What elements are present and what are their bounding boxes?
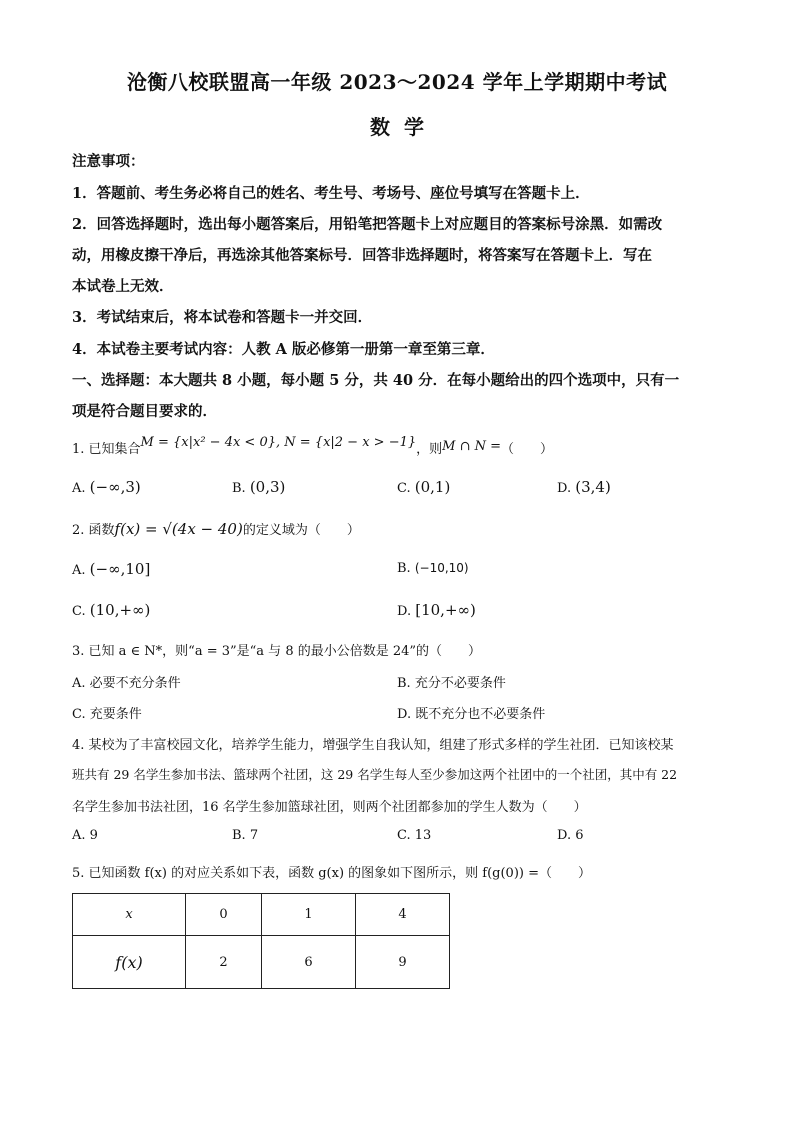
- question-5: 5. 已知函数 f(x) 的对应关系如下表，函数 g(x) 的图象如下图所示，则 f(g(0)) =（ ）: [72, 866, 591, 881]
- q2-option-c[interactable]: [72, 601, 150, 619]
- q1-sets: M = {x|x² − 4x < 0}, N = {x|2 − x > −1}: [140, 435, 417, 450]
- q1-option-a[interactable]: [72, 478, 141, 496]
- question-4-line: 4. 某校为了丰富校园文化，培养学生能力，增强学生自我认知，组建了形式多样的学生社团．已知该校某: [72, 738, 674, 753]
- option-value: (0,3): [249, 478, 286, 496]
- q2-option-d[interactable]: [397, 601, 476, 619]
- option-value: (10,+∞): [89, 601, 151, 619]
- q2-option-b[interactable]: [397, 561, 469, 576]
- table-row: [73, 894, 450, 936]
- q3-option-d[interactable]: D. 既不充分也不必要条件: [397, 707, 546, 722]
- note-line: 1．答题前、考生务必将自己的姓名、考生号、考场号、座位号填写在答题卡上．: [72, 185, 590, 202]
- q2-suffix: 的定义域为（ ）: [242, 523, 360, 538]
- option-value: (−∞,10]: [89, 560, 151, 578]
- q1-prefix: 1. 已知集合: [72, 442, 141, 457]
- option-letter: B.: [232, 481, 246, 496]
- table-cell: f(x): [73, 936, 186, 989]
- q3-option-c[interactable]: C. 充要条件: [72, 707, 142, 722]
- q4-option-b[interactable]: B. 7: [232, 828, 259, 843]
- question-2: [72, 519, 360, 538]
- q2-func: f(x) = √(4x − 40): [114, 520, 243, 538]
- q3-option-b[interactable]: B. 充分不必要条件: [397, 676, 506, 691]
- table-cell: 0: [186, 894, 262, 936]
- table-cell: x: [73, 894, 186, 936]
- option-letter: B.: [397, 561, 411, 576]
- option-value: (−10,10): [414, 561, 469, 575]
- q4-option-d[interactable]: D. 6: [557, 828, 584, 843]
- notes-heading: 注意事项：: [72, 153, 145, 170]
- q1-expr: M ∩ N =: [442, 439, 502, 454]
- function-table: [72, 893, 450, 989]
- option-letter: D.: [557, 481, 572, 496]
- q1-option-b[interactable]: [232, 478, 285, 496]
- q1-option-c[interactable]: [397, 478, 450, 496]
- table-cell: 2: [186, 936, 262, 989]
- q2-option-a[interactable]: [72, 560, 150, 578]
- option-value: [10,+∞): [415, 601, 476, 619]
- question-3: 3. 已知 a ∈ N*，则“a = 3”是“a 与 8 的最小公倍数是 24”的（ ）: [72, 644, 482, 659]
- section-heading-cont: 项是符合题目要求的．: [72, 403, 217, 420]
- q2-prefix: 2. 函数: [72, 523, 115, 538]
- option-value: (−∞,3): [89, 478, 141, 496]
- option-letter: A.: [72, 481, 86, 496]
- q4-option-a[interactable]: A. 9: [72, 828, 98, 843]
- option-letter: D.: [397, 604, 412, 619]
- q1-option-d[interactable]: [557, 478, 611, 496]
- exam-title: 沧衡八校联盟高一年级 2023～2024 学年上学期期中考试: [126, 70, 668, 94]
- q1-suffix: ，则: [416, 442, 443, 457]
- table-cell: 6: [262, 936, 356, 989]
- question-1: [72, 435, 554, 457]
- q4-option-c[interactable]: C. 13: [397, 828, 432, 843]
- question-4-line: 班共有 29 名学生参加书法、篮球两个社团，这 29 名学生每人至少参加这两个社团中的一个社团，其中有 22: [72, 767, 678, 782]
- note-line: 2．回答选择题时，选出每小题答案后，用铅笔把答题卡上对应题目的答案标号涂黑．如需改: [72, 216, 663, 233]
- section-heading: 一、选择题：本大题共 8 小题，每小题 5 分，共 40 分．在每小题给出的四个选项中，只有一: [72, 372, 680, 389]
- table-cell: 1: [262, 894, 356, 936]
- option-letter: C.: [72, 604, 86, 619]
- table-cell: 4: [356, 894, 450, 936]
- q3-option-a[interactable]: A. 必要不充分条件: [72, 676, 181, 691]
- question-4-line: 名学生参加书法社团，16 名学生参加篮球社团，则两个社团都参加的学生人数为（ ）: [72, 800, 587, 815]
- option-value: (3,4): [575, 478, 611, 496]
- table-cell: 9: [356, 936, 450, 989]
- table-row: [73, 936, 450, 989]
- q1-paren: （ ）: [501, 442, 554, 457]
- note-line: 本试卷上无效．: [72, 278, 174, 295]
- option-letter: C.: [397, 481, 411, 496]
- note-line: 3．考试结束后，将本试卷和答题卡一并交回．: [72, 309, 373, 326]
- note-line: 动，用橡皮擦干净后，再选涂其他答案标号．回答非选择题时，将答案写在答题卡上．写在: [72, 247, 652, 264]
- note-line: 4．本试卷主要考试内容：人教 A 版必修第一册第一章至第三章．: [72, 341, 495, 358]
- subject-title: 数学: [370, 115, 438, 139]
- option-letter: A.: [72, 563, 86, 578]
- option-value: (0,1): [414, 478, 451, 496]
